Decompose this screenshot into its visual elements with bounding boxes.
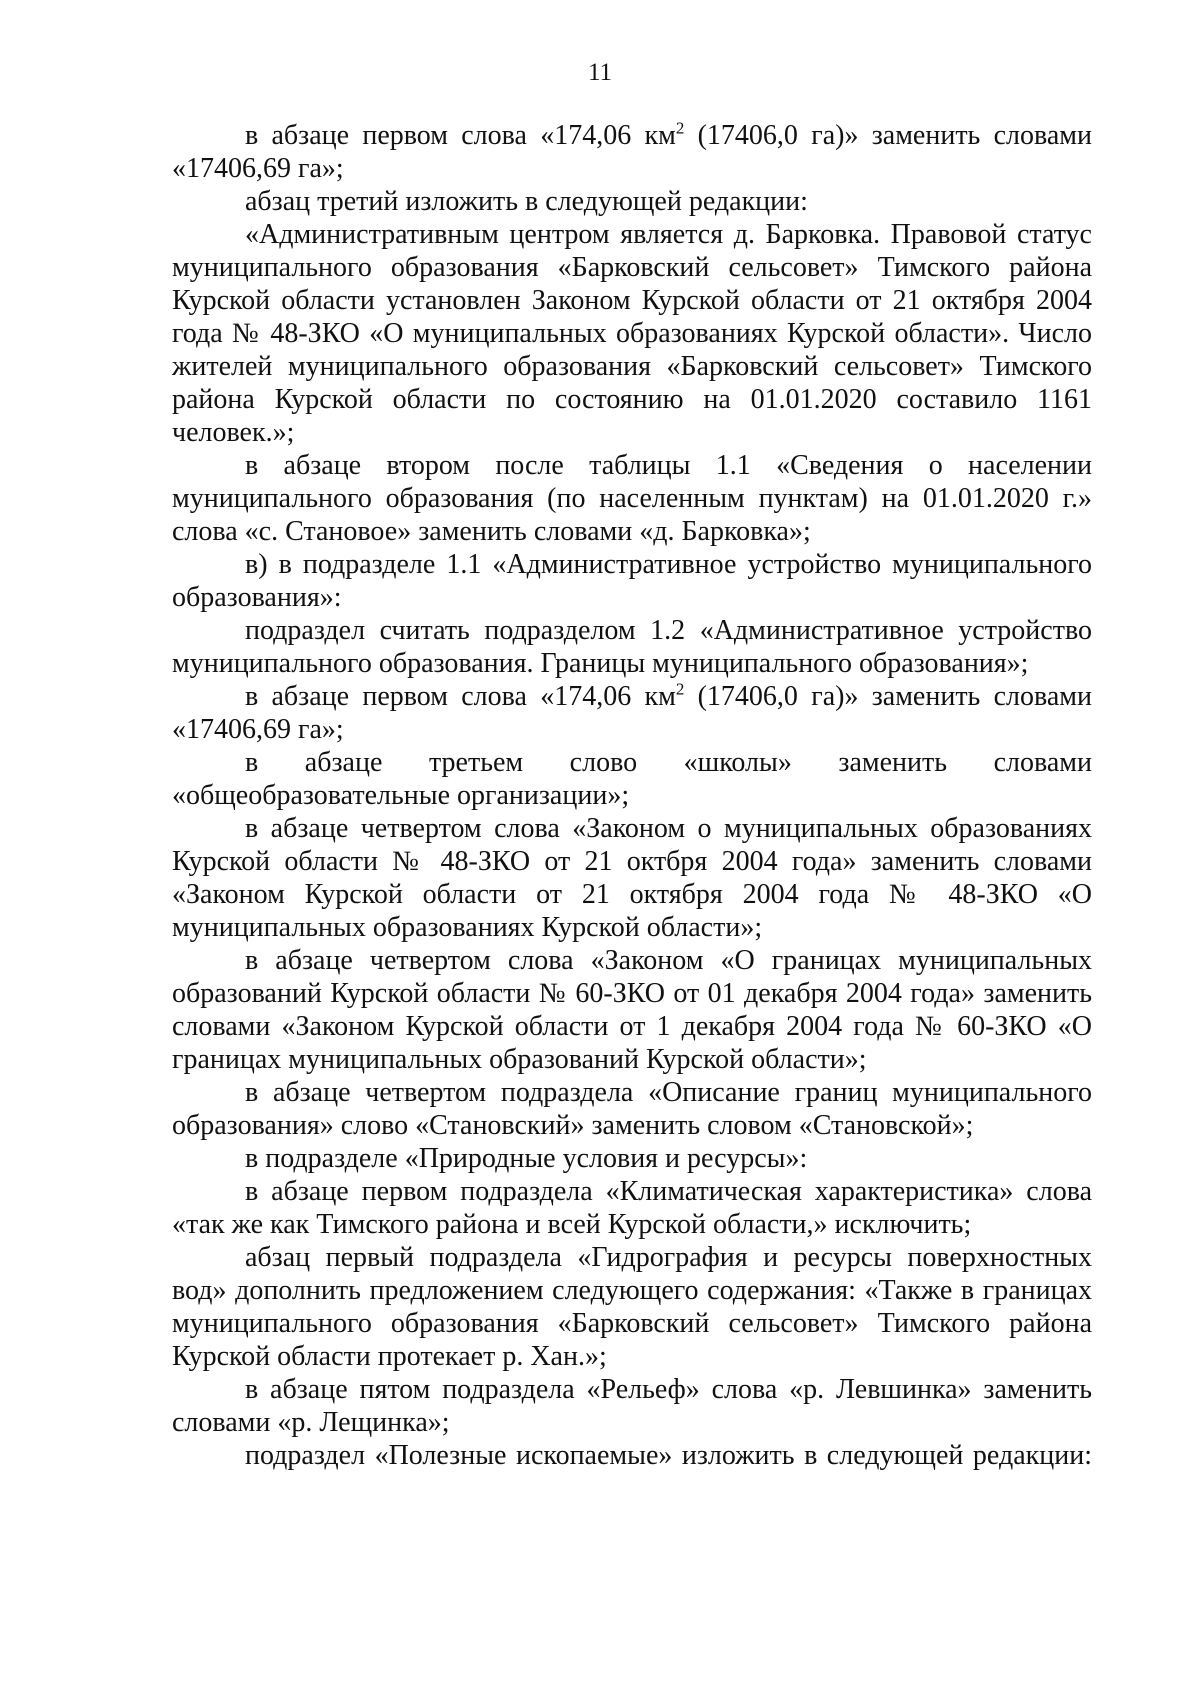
page-number: 11 — [587, 59, 613, 86]
paragraph-subsection-1-1: в) в подразделе 1.1 «Административное устройство муниципального образования»: — [172, 549, 1092, 613]
superscript-two: 2 — [675, 679, 685, 699]
paragraph-hydrography: абзац первый подраздела «Гидрография и ресурсы поверхностных вод» дополнить предложением следующего содержания: «Также в границах муниципального образования «Барковский сельсовет» Тимского района Курской области протекает р. Хан.»; — [172, 1242, 1092, 1372]
paragraph-text: в абзаце первом слова «174,06 км — [245, 681, 676, 712]
paragraph-text: в абзаце первом слова «174,06 км — [245, 120, 676, 151]
paragraph-area-first — [172, 119, 1092, 185]
paragraph-third-abzac: абзац третий изложить в следующей редакции: — [245, 186, 808, 217]
paragraph-population-table: в абзаце втором после таблицы 1.1 «Сведения о населении муниципального образования (по населенным пунктам) на 01.01.2020 г.» слова «с. Становое» заменить словами «д. Барковка»; — [172, 450, 1092, 547]
paragraph-borders-description: в абзаце четвертом подраздела «Описание границ муниципального образования» слово «Становский» заменить словом «Становской»; — [172, 1077, 1092, 1141]
paragraph-law-48-zko: в абзаце четвертом слова «Законом о муниципальных образованиях Курской области № 48-ЗКО от 21 октбря 2004 года» заменить словами «Законом Курской области от 21 октября 2004 года № 48-ЗКО «О муниципальных образованиях Курской области»; — [172, 813, 1092, 943]
paragraph-text: (17406,0 га)» заменить словами «17406,69 га»; — [172, 120, 1092, 184]
paragraph-climate: в абзаце первом подраздела «Климатическая характеристика» слова «так же как Тимского района и всей Курской области,» исключить; — [172, 1176, 1092, 1240]
paragraph-natural-conditions: в подразделе «Природные условия и ресурсы»: — [245, 1143, 808, 1174]
paragraph-text: (17406,0 га)» заменить словами «17406,69 га»; — [172, 681, 1092, 745]
paragraph-minerals: подраздел «Полезные ископаемые» изложить в следующей редакции: — [245, 1440, 1092, 1471]
paragraph-relief: в абзаце пятом подраздела «Рельеф» слова «р. Левшинка» заменить словами «р. Лещинка»; — [172, 1374, 1092, 1438]
paragraph-administrative-center: «Административным центром является д. Барковка. Правовой статус муниципального образования «Барковский сельсовет» Тимского района Курской области установлен Законом Курской области от 21 октября 2004 года № 48-ЗКО «О муниципальных образованиях Курской области». Число жителей муниципального образования «Барковский сельсовет» Тимского района Курской области по состоянию на 01.01.2020 составило 1161 человек.»; — [172, 219, 1092, 448]
paragraph-schools: в абзаце третьем слово «школы» заменить словами «общеобразовательные организации»; — [172, 747, 1092, 811]
document-body — [172, 119, 1092, 1472]
paragraph-law-60-zko: в абзаце четвертом слова «Законом «О границах муниципальных образований Курской области № 60-ЗКО от 01 декабря 2004 года» заменить словами «Законом Курской области от 1 декабря 2004 года № 60-ЗКО «О границах муниципальных образований Курской области»; — [172, 945, 1092, 1075]
paragraph-subsection-1-2: подраздел считать подразделом 1.2 «Административное устройство муниципального образования. Границы муниципального образования»; — [172, 615, 1092, 679]
paragraph-area-second — [172, 680, 1092, 746]
superscript-two: 2 — [675, 118, 685, 138]
